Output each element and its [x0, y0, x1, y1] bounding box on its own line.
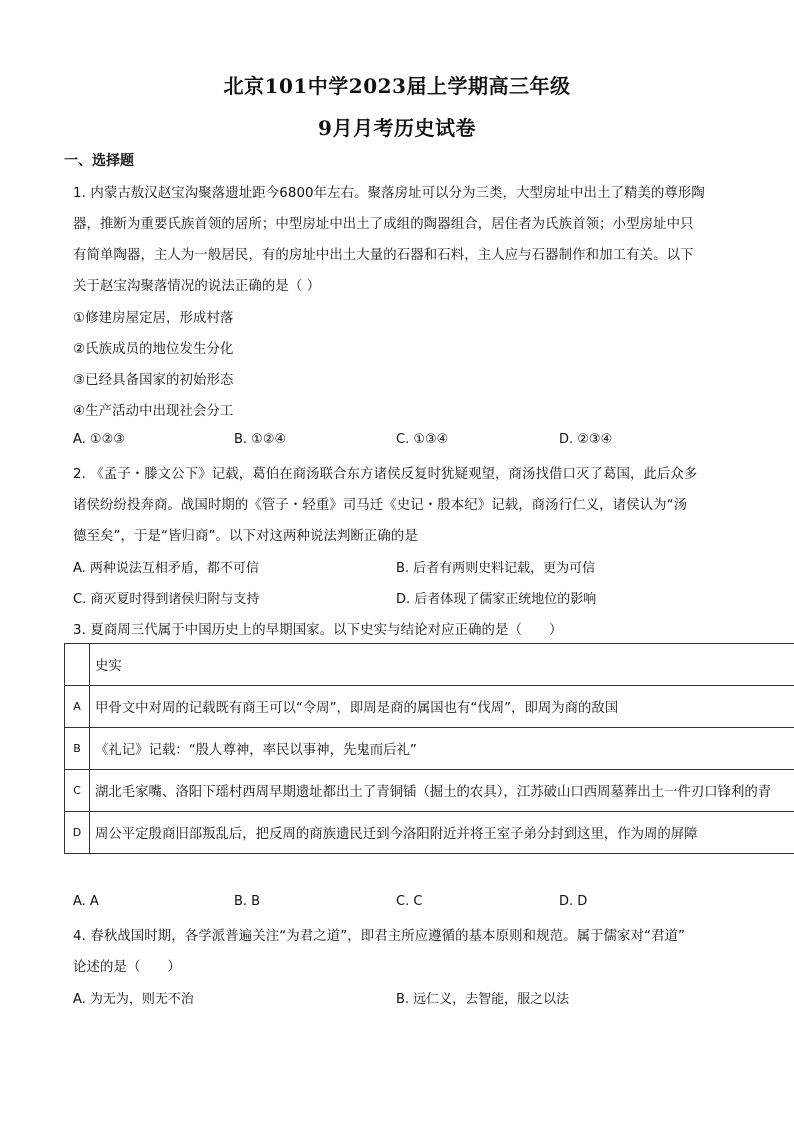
q4-option-a[interactable]: A. 为无为，则无不治: [73, 992, 194, 1007]
q1-statement: ④生产活动中出现社会分工: [73, 404, 234, 419]
table-index-cell: D: [65, 812, 90, 854]
q3-stem: 3. 夏商周三代属于中国历史上的早期国家。以下史实与结论对应正确的是（ ）: [73, 623, 563, 638]
table-index-cell: C: [65, 770, 90, 812]
q2-option-d[interactable]: D. 后者体现了儒家正统地位的影响: [396, 592, 597, 607]
table-row: [65, 728, 794, 770]
q1-line: 器，推断为重要氏族首领的居所；中型房址中出土了成组的陶器组合，居住者为氏族首领；小型房址中只: [73, 217, 694, 232]
section-heading: 一、选择题: [64, 153, 134, 169]
q2-line: 德至矣”，于是“皆归商”。以下对这两种说法判断正确的是: [73, 529, 418, 544]
table-cell: 周公平定殷商旧部叛乱后，把反周的商族遗民迁到今洛阳附近并将王室子弟分封到这里，作为周的屏障: [90, 812, 794, 854]
q1-option-d[interactable]: D. ②③④: [559, 432, 613, 447]
q1-option-a[interactable]: A. ①②③: [73, 432, 125, 447]
q2-option-a[interactable]: A. 两种说法互相矛盾，都不可信: [73, 561, 259, 576]
q3-option-a[interactable]: A. A: [73, 894, 99, 909]
table-index-cell: B: [65, 728, 90, 770]
q2-option-c[interactable]: C. 商灭夏时得到诸侯归附与支持: [73, 592, 260, 607]
q1-line: 有简单陶器，主人为一般居民，有的房址中出土大量的石器和石料，主人应与石器制作和加工有关。以下: [73, 248, 694, 263]
q1-option-c[interactable]: C. ①③④: [396, 432, 449, 447]
table-index-cell: [65, 644, 90, 686]
table-row: [65, 770, 794, 812]
q4-line: 4. 春秋战国时期，各学派普遍关注“为君之道”，即君主所应遵循的基本原则和规范。属于儒家对“君道”: [73, 929, 686, 944]
table-header-cell: 史实: [90, 644, 794, 686]
table-header-row: [65, 644, 794, 686]
q1-line: 关于赵宝沟聚落情况的说法正确的是（ ）: [73, 279, 321, 294]
q2-line: 诸侯纷纷投奔商。战国时期的《管子・轻重》司马迁《史记・殷本纪》记载，商汤行仁义，诸侯认为“汤: [73, 498, 688, 513]
q1-option-b[interactable]: B. ①②④: [234, 432, 287, 447]
q1-statement: ②氏族成员的地位发生分化: [73, 342, 234, 357]
table-row: [65, 812, 794, 854]
table-cell: 《礼记》记载：“殷人尊神，率民以事神，先鬼而后礼”: [90, 728, 794, 770]
title-line-2: 9月月考历史试卷: [318, 116, 476, 140]
table-cell: 湖北毛家嘴、洛阳下瑶村西周早期遗址都出土了青铜锸（掘土的农具），江苏破山口西周墓葬出土一件刃口锋利的青: [90, 770, 794, 812]
q4-option-b[interactable]: B. 远仁义，去智能，服之以法: [396, 992, 570, 1007]
q2-option-b[interactable]: B. 后者有两则史料记载，更为可信: [396, 561, 596, 576]
title-line-1: 北京101中学2023届上学期高三年级: [223, 74, 571, 98]
q3-option-d[interactable]: D. D: [559, 894, 588, 909]
q3-table: [64, 643, 794, 854]
q4-line: 论述的是（ ）: [73, 960, 181, 975]
q3-option-b[interactable]: B. B: [234, 894, 261, 909]
q3-option-c[interactable]: C. C: [396, 894, 423, 909]
table-row: [65, 686, 794, 728]
table-cell: 甲骨文中对周的记载既有商王可以“令周”，即周是商的属国也有“伐周”，即周为商的敌国: [90, 686, 794, 728]
table-index-cell: A: [65, 686, 90, 728]
q2-line: 2. 《孟子・滕文公下》记载，葛伯在商汤联合东方诸侯反复时犹疑观望，商汤找借口灭了葛国，此后众多: [73, 467, 698, 482]
q1-statement: ①修建房屋定居，形成村落: [73, 311, 234, 326]
q1-statement: ③已经具备国家的初始形态: [73, 373, 234, 388]
q1-line: 1. 内蒙古敖汉赵宝沟聚落遗址距今6800年左右。聚落房址可以分为三类，大型房址中出土了精美的尊形陶: [73, 186, 705, 201]
